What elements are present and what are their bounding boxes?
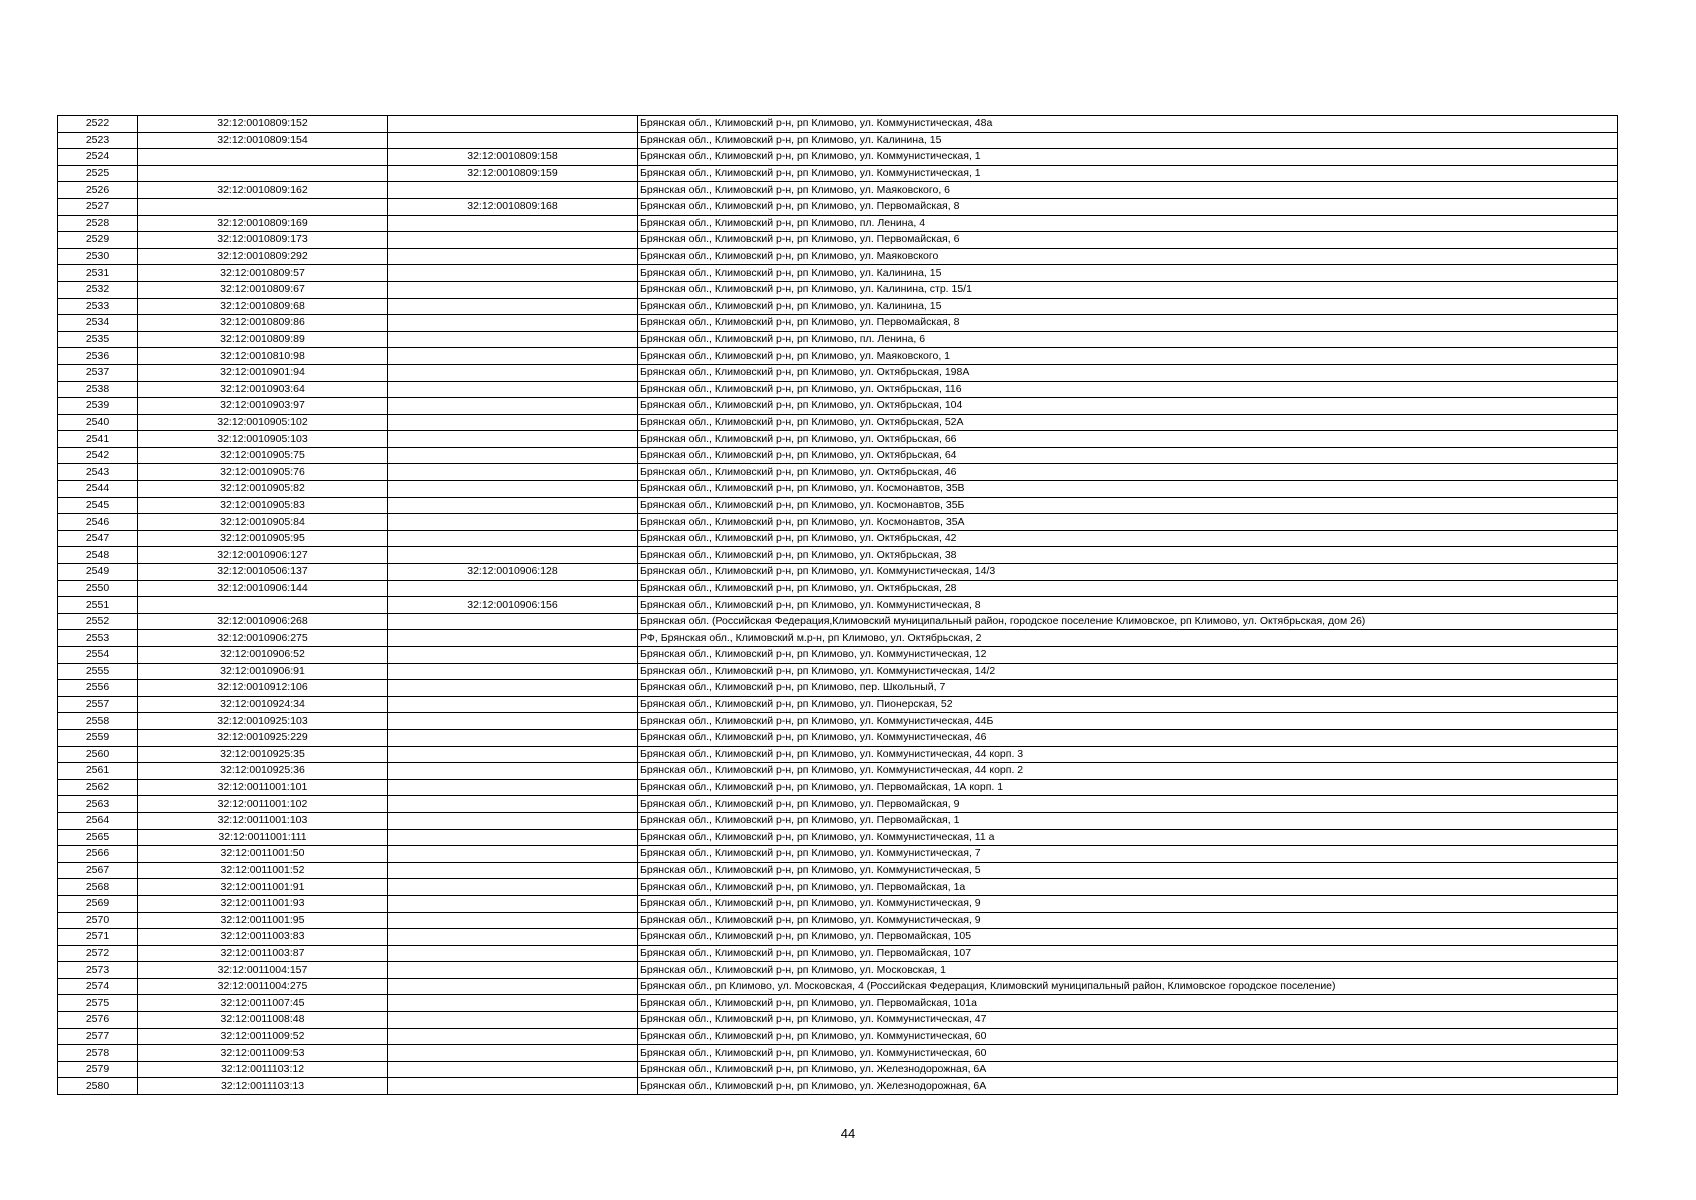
table-row [58,962,1618,979]
row-number-cell: 2564 [58,812,138,829]
table-row [58,464,1618,481]
row-number-cell: 2525 [58,165,138,182]
cadastral-number-cell: 32:12:0010809:68 [138,298,388,315]
row-number-cell: 2579 [58,1061,138,1078]
related-cadastral-number-cell [388,232,638,249]
row-number-cell: 2536 [58,348,138,365]
related-cadastral-number-cell [388,812,638,829]
cadastral-number-cell: 32:12:0010903:64 [138,381,388,398]
address-cell: Брянская обл., Климовский р-н, рп Климово, ул. Октябрьская, 66 [638,431,1618,448]
cadastral-number-cell: 32:12:0010809:89 [138,331,388,348]
row-number-cell: 2556 [58,680,138,697]
cadastral-number-cell: 32:12:0010906:52 [138,647,388,664]
address-cell: Брянская обл., Климовский р-н, рп Климово, ул. Первомайская, 8 [638,198,1618,215]
related-cadastral-number-cell [388,348,638,365]
address-cell: Брянская обл., Климовский р-н, рп Климово, ул. Коммунистическая, 11 а [638,829,1618,846]
row-number-cell: 2541 [58,431,138,448]
table-row [58,281,1618,298]
address-cell: Брянская обл., Климовский р-н, рп Климово, ул. Коммунистическая, 60 [638,1028,1618,1045]
related-cadastral-number-cell [388,1061,638,1078]
row-number-cell: 2571 [58,929,138,946]
address-cell: Брянская обл., Климовский р-н, рп Климово, ул. Октябрьская, 28 [638,580,1618,597]
address-cell: Брянская обл., Климовский р-н, рп Климово, ул. Космонавтов, 35Б [638,497,1618,514]
address-cell: Брянская обл., Климовский р-н, рп Климово, ул. Коммунистическая, 9 [638,895,1618,912]
related-cadastral-number-cell [388,663,638,680]
row-number-cell: 2580 [58,1078,138,1095]
table-row [58,414,1618,431]
cadastral-number-cell: 32:12:0010810:98 [138,348,388,365]
row-number-cell: 2558 [58,713,138,730]
row-number-cell: 2527 [58,198,138,215]
table-row [58,812,1618,829]
row-number-cell: 2528 [58,215,138,232]
registry-table [57,115,1618,1095]
cadastral-number-cell: 32:12:0010912:106 [138,680,388,697]
related-cadastral-number-cell [388,497,638,514]
row-number-cell: 2570 [58,912,138,929]
related-cadastral-number-cell: 32:12:0010809:159 [388,165,638,182]
related-cadastral-number-cell [388,846,638,863]
cadastral-number-cell: 32:12:0010809:67 [138,281,388,298]
address-cell: Брянская обл., Климовский р-н, рп Климово, ул. Октябрьская, 104 [638,398,1618,415]
row-number-cell: 2551 [58,597,138,614]
address-cell: Брянская обл., Климовский р-н, рп Климово, ул. Калинина, 15 [638,265,1618,282]
related-cadastral-number-cell [388,364,638,381]
address-cell: Брянская обл., Климовский р-н, рп Климово, ул. Первомайская, 6 [638,232,1618,249]
related-cadastral-number-cell [388,1028,638,1045]
address-cell: Брянская обл., рп Климово, ул. Московская, 4 (Российская Федерация, Климовский муниципальный район, Климовское городское поселение) [638,978,1618,995]
address-cell: Брянская обл., Климовский р-н, рп Климово, ул. Коммунистическая, 60 [638,1045,1618,1062]
row-number-cell: 2566 [58,846,138,863]
address-cell: Брянская обл., Климовский р-н, рп Климово, ул. Первомайская, 8 [638,315,1618,332]
related-cadastral-number-cell [388,116,638,133]
address-cell: Брянская обл., Климовский р-н, рп Климово, ул. Октябрьская, 46 [638,464,1618,481]
cadastral-number-cell: 32:12:0010809:57 [138,265,388,282]
address-cell: Брянская обл., Климовский р-н, рп Климово, ул. Пионерская, 52 [638,696,1618,713]
related-cadastral-number-cell [388,713,638,730]
cadastral-number-cell: 32:12:0010809:162 [138,182,388,199]
cadastral-number-cell: 32:12:0011001:50 [138,846,388,863]
related-cadastral-number-cell [388,995,638,1012]
table-row [58,497,1618,514]
registry-table-body [58,116,1618,1095]
row-number-cell: 2552 [58,613,138,630]
table-row [58,978,1618,995]
related-cadastral-number-cell [388,613,638,630]
address-cell: Брянская обл., Климовский р-н, рп Климово, ул. Коммунистическая, 44Б [638,713,1618,730]
related-cadastral-number-cell [388,978,638,995]
row-number-cell: 2557 [58,696,138,713]
row-number-cell: 2574 [58,978,138,995]
cadastral-number-cell: 32:12:0010809:86 [138,315,388,332]
row-number-cell: 2560 [58,746,138,763]
related-cadastral-number-cell [388,298,638,315]
cadastral-number-cell: 32:12:0010925:103 [138,713,388,730]
cadastral-number-cell: 32:12:0011001:102 [138,796,388,813]
related-cadastral-number-cell [388,763,638,780]
table-row [58,198,1618,215]
row-number-cell: 2577 [58,1028,138,1045]
table-row [58,215,1618,232]
table-row [58,431,1618,448]
row-number-cell: 2539 [58,398,138,415]
row-number-cell: 2543 [58,464,138,481]
row-number-cell: 2559 [58,729,138,746]
table-row [58,298,1618,315]
cadastral-number-cell: 32:12:0011001:111 [138,829,388,846]
table-row [58,398,1618,415]
row-number-cell: 2544 [58,481,138,498]
page-number: 44 [840,1126,856,1141]
cadastral-number-cell: 32:12:0011001:103 [138,812,388,829]
address-cell: Брянская обл., Климовский р-н, рп Климово, ул. Калинина, стр. 15/1 [638,281,1618,298]
related-cadastral-number-cell [388,696,638,713]
related-cadastral-number-cell [388,248,638,265]
related-cadastral-number-cell [388,746,638,763]
address-cell: Брянская обл., Климовский р-н, рп Климово, ул. Коммунистическая, 5 [638,862,1618,879]
cadastral-number-cell: 32:12:0010906:127 [138,547,388,564]
cadastral-number-cell: 32:12:0010924:34 [138,696,388,713]
row-number-cell: 2526 [58,182,138,199]
cadastral-number-cell: 32:12:0011003:83 [138,929,388,946]
address-cell: Брянская обл., Климовский р-н, рп Климово, ул. Коммунистическая, 8 [638,597,1618,614]
address-cell: Брянская обл., Климовский р-н, рп Климово, пл. Ленина, 6 [638,331,1618,348]
address-cell: Брянская обл., Климовский р-н, рп Климово, ул. Коммунистическая, 12 [638,647,1618,664]
address-cell: Брянская обл., Климовский р-н, рп Климово, ул. Первомайская, 1А корп. 1 [638,779,1618,796]
row-number-cell: 2548 [58,547,138,564]
related-cadastral-number-cell [388,447,638,464]
table-row [58,613,1618,630]
cadastral-number-cell: 32:12:0011007:45 [138,995,388,1012]
row-number-cell: 2524 [58,149,138,166]
table-row [58,696,1618,713]
row-number-cell: 2569 [58,895,138,912]
row-number-cell: 2578 [58,1045,138,1062]
related-cadastral-number-cell [388,829,638,846]
table-row [58,331,1618,348]
row-number-cell: 2535 [58,331,138,348]
table-row [58,647,1618,664]
related-cadastral-number-cell [388,630,638,647]
cadastral-number-cell: 32:12:0010809:152 [138,116,388,133]
address-cell: Брянская обл., Климовский р-н, рп Климово, ул. Октябрьская, 38 [638,547,1618,564]
cadastral-number-cell: 32:12:0011001:101 [138,779,388,796]
table-row [58,895,1618,912]
related-cadastral-number-cell [388,1045,638,1062]
cadastral-number-cell: 32:12:0010905:83 [138,497,388,514]
cadastral-number-cell: 32:12:0011008:48 [138,1012,388,1029]
table-row [58,729,1618,746]
table-row [58,630,1618,647]
cadastral-number-cell: 32:12:0011003:87 [138,945,388,962]
cadastral-number-cell: 32:12:0010905:95 [138,530,388,547]
table-row [58,846,1618,863]
cadastral-number-cell: 32:12:0011001:95 [138,912,388,929]
address-cell: Брянская обл., Климовский р-н, рп Климово, ул. Коммунистическая, 14/3 [638,564,1618,581]
row-number-cell: 2547 [58,530,138,547]
related-cadastral-number-cell [388,481,638,498]
address-cell: Брянская обл., Климовский р-н, рп Климово, ул. Коммунистическая, 48а [638,116,1618,133]
cadastral-number-cell: 32:12:0010905:76 [138,464,388,481]
row-number-cell: 2550 [58,580,138,597]
related-cadastral-number-cell [388,647,638,664]
table-row [58,514,1618,531]
table-row [58,232,1618,249]
related-cadastral-number-cell [388,729,638,746]
related-cadastral-number-cell [388,265,638,282]
related-cadastral-number-cell [388,929,638,946]
row-number-cell: 2549 [58,564,138,581]
table-row [58,530,1618,547]
cadastral-number-cell: 32:12:0010925:36 [138,763,388,780]
related-cadastral-number-cell [388,962,638,979]
table-row [58,879,1618,896]
table-row [58,1061,1618,1078]
table-row [58,597,1618,614]
row-number-cell: 2553 [58,630,138,647]
table-row [58,381,1618,398]
cadastral-number-cell: 32:12:0010903:97 [138,398,388,415]
cadastral-number-cell: 32:12:0011103:12 [138,1061,388,1078]
cadastral-number-cell: 32:12:0011001:93 [138,895,388,912]
table-row [58,182,1618,199]
cadastral-number-cell: 32:12:0010905:84 [138,514,388,531]
related-cadastral-number-cell [388,547,638,564]
table-row [58,1045,1618,1062]
related-cadastral-number-cell [388,680,638,697]
related-cadastral-number-cell [388,182,638,199]
related-cadastral-number-cell [388,1012,638,1029]
address-cell: Брянская обл., Климовский р-н, рп Климово, ул. Коммунистическая, 1 [638,149,1618,166]
address-cell: Брянская обл., Климовский р-н, рп Климово, ул. Первомайская, 101а [638,995,1618,1012]
table-row [58,564,1618,581]
related-cadastral-number-cell [388,414,638,431]
address-cell: Брянская обл., Климовский р-н, рп Климово, ул. Космонавтов, 35В [638,481,1618,498]
cadastral-number-cell: 32:12:0010906:268 [138,613,388,630]
row-number-cell: 2568 [58,879,138,896]
cadastral-number-cell: 32:12:0011004:157 [138,962,388,979]
table-row [58,713,1618,730]
table-row [58,945,1618,962]
address-cell: Брянская обл., Климовский р-н, рп Климово, ул. Космонавтов, 35А [638,514,1618,531]
related-cadastral-number-cell [388,895,638,912]
cadastral-number-cell: 32:12:0010809:154 [138,132,388,149]
row-number-cell: 2572 [58,945,138,962]
address-cell: Брянская обл., Климовский р-н, рп Климово, ул. Октябрьская, 116 [638,381,1618,398]
related-cadastral-number-cell [388,331,638,348]
address-cell: Брянская обл., Климовский р-н, рп Климово, ул. Коммунистическая, 14/2 [638,663,1618,680]
address-cell: Брянская обл., Климовский р-н, рп Климово, ул. Коммунистическая, 7 [638,846,1618,863]
cadastral-number-cell: 32:12:0010905:75 [138,447,388,464]
related-cadastral-number-cell [388,879,638,896]
table-row [58,746,1618,763]
address-cell: Брянская обл., Климовский р-н, рп Климово, пер. Школьный, 7 [638,680,1618,697]
cadastral-number-cell: 32:12:0011001:91 [138,879,388,896]
cadastral-number-cell: 32:12:0010809:292 [138,248,388,265]
address-cell: Брянская обл. (Российская Федерация,Климовский муниципальный район, городское поселение Климовское, рп Климово, ул. Октябрьская, дом 26) [638,613,1618,630]
related-cadastral-number-cell [388,779,638,796]
table-row [58,929,1618,946]
related-cadastral-number-cell [388,398,638,415]
related-cadastral-number-cell [388,464,638,481]
cadastral-number-cell: 32:12:0011103:13 [138,1078,388,1095]
address-cell: Брянская обл., Климовский р-н, рп Климово, ул. Первомайская, 105 [638,929,1618,946]
related-cadastral-number-cell [388,431,638,448]
related-cadastral-number-cell: 32:12:0010809:168 [388,198,638,215]
table-row [58,779,1618,796]
related-cadastral-number-cell [388,381,638,398]
row-number-cell: 2540 [58,414,138,431]
related-cadastral-number-cell [388,530,638,547]
table-row [58,829,1618,846]
row-number-cell: 2561 [58,763,138,780]
related-cadastral-number-cell [388,281,638,298]
related-cadastral-number-cell [388,912,638,929]
table-row [58,580,1618,597]
cadastral-number-cell: 32:12:0010906:275 [138,630,388,647]
address-cell: Брянская обл., Климовский р-н, рп Климово, ул. Коммунистическая, 44 корп. 3 [638,746,1618,763]
cadastral-number-cell: 32:12:0011009:52 [138,1028,388,1045]
address-cell: Брянская обл., Климовский р-н, рп Климово, ул. Московская, 1 [638,962,1618,979]
table-row [58,796,1618,813]
row-number-cell: 2534 [58,315,138,332]
row-number-cell: 2563 [58,796,138,813]
address-cell: Брянская обл., Климовский р-н, рп Климово, ул. Маяковского [638,248,1618,265]
row-number-cell: 2555 [58,663,138,680]
address-cell: Брянская обл., Климовский р-н, рп Климово, ул. Коммунистическая, 46 [638,729,1618,746]
related-cadastral-number-cell [388,1078,638,1095]
related-cadastral-number-cell [388,132,638,149]
address-cell: Брянская обл., Климовский р-н, рп Климово, ул. Калинина, 15 [638,132,1618,149]
table-row [58,912,1618,929]
address-cell: Брянская обл., Климовский р-н, рп Климово, ул. Железнодорожная, 6А [638,1061,1618,1078]
table-row [58,265,1618,282]
table-row [58,132,1618,149]
row-number-cell: 2529 [58,232,138,249]
row-number-cell: 2545 [58,497,138,514]
related-cadastral-number-cell [388,215,638,232]
related-cadastral-number-cell [388,945,638,962]
row-number-cell: 2537 [58,364,138,381]
cadastral-number-cell: 32:12:0010905:82 [138,481,388,498]
related-cadastral-number-cell [388,796,638,813]
row-number-cell: 2565 [58,829,138,846]
row-number-cell: 2573 [58,962,138,979]
table-row [58,1028,1618,1045]
row-number-cell: 2546 [58,514,138,531]
cadastral-number-cell: 32:12:0010905:102 [138,414,388,431]
row-number-cell: 2542 [58,447,138,464]
cadastral-number-cell: 32:12:0010925:35 [138,746,388,763]
address-cell: Брянская обл., Климовский р-н, рп Климово, ул. Октябрьская, 52А [638,414,1618,431]
row-number-cell: 2531 [58,265,138,282]
table-row [58,348,1618,365]
address-cell: Брянская обл., Климовский р-н, рп Климово, ул. Октябрьская, 42 [638,530,1618,547]
address-cell: Брянская обл., Климовский р-н, рп Климово, ул. Первомайская, 1а [638,879,1618,896]
table-row [58,763,1618,780]
table-row [58,149,1618,166]
table-row [58,547,1618,564]
address-cell: Брянская обл., Климовский р-н, рп Климово, ул. Коммунистическая, 47 [638,1012,1618,1029]
address-cell: Брянская обл., Климовский р-н, рп Климово, пл. Ленина, 4 [638,215,1618,232]
cadastral-number-cell [138,149,388,166]
address-cell: Брянская обл., Климовский р-н, рп Климово, ул. Коммунистическая, 1 [638,165,1618,182]
table-row [58,447,1618,464]
row-number-cell: 2567 [58,862,138,879]
row-number-cell: 2576 [58,1012,138,1029]
table-row [58,862,1618,879]
table-row [58,315,1618,332]
row-number-cell: 2562 [58,779,138,796]
cadastral-number-cell: 32:12:0011004:275 [138,978,388,995]
table-row [58,364,1618,381]
cadastral-number-cell: 32:12:0010506:137 [138,564,388,581]
cadastral-number-cell [138,165,388,182]
cadastral-number-cell: 32:12:0010809:169 [138,215,388,232]
address-cell: Брянская обл., Климовский р-н, рп Климово, ул. Маяковского, 1 [638,348,1618,365]
table-row [58,1012,1618,1029]
row-number-cell: 2522 [58,116,138,133]
address-cell: Брянская обл., Климовский р-н, рп Климово, ул. Коммунистическая, 44 корп. 2 [638,763,1618,780]
row-number-cell: 2523 [58,132,138,149]
row-number-cell: 2533 [58,298,138,315]
table-row [58,663,1618,680]
related-cadastral-number-cell [388,862,638,879]
cadastral-number-cell [138,198,388,215]
cadastral-number-cell: 32:12:0010901:94 [138,364,388,381]
table-row [58,680,1618,697]
table-row [58,481,1618,498]
address-cell: Брянская обл., Климовский р-н, рп Климово, ул. Первомайская, 9 [638,796,1618,813]
cadastral-number-cell: 32:12:0011001:52 [138,862,388,879]
row-number-cell: 2530 [58,248,138,265]
address-cell: Брянская обл., Климовский р-н, рп Климово, ул. Коммунистическая, 9 [638,912,1618,929]
table-row [58,165,1618,182]
cadastral-number-cell: 32:12:0010925:229 [138,729,388,746]
address-cell: Брянская обл., Климовский р-н, рп Климово, ул. Первомайская, 107 [638,945,1618,962]
table-row [58,116,1618,133]
related-cadastral-number-cell: 32:12:0010906:156 [388,597,638,614]
cadastral-number-cell: 32:12:0010905:103 [138,431,388,448]
address-cell: Брянская обл., Климовский р-н, рп Климово, ул. Железнодорожная, 6А [638,1078,1618,1095]
address-cell: Брянская обл., Климовский р-н, рп Климово, ул. Октябрьская, 64 [638,447,1618,464]
row-number-cell: 2575 [58,995,138,1012]
cadastral-number-cell: 32:12:0011009:53 [138,1045,388,1062]
cadastral-number-cell: 32:12:0010809:173 [138,232,388,249]
related-cadastral-number-cell: 32:12:0010906:128 [388,564,638,581]
row-number-cell: 2532 [58,281,138,298]
table-row [58,995,1618,1012]
cadastral-number-cell [138,597,388,614]
address-cell: РФ, Брянская обл., Климовский м.р-н, рп Климово, ул. Октябрьская, 2 [638,630,1618,647]
table-row [58,1078,1618,1095]
row-number-cell: 2538 [58,381,138,398]
related-cadastral-number-cell [388,514,638,531]
address-cell: Брянская обл., Климовский р-н, рп Климово, ул. Калинина, 15 [638,298,1618,315]
address-cell: Брянская обл., Климовский р-н, рп Климово, ул. Первомайская, 1 [638,812,1618,829]
related-cadastral-number-cell: 32:12:0010809:158 [388,149,638,166]
table-row [58,248,1618,265]
row-number-cell: 2554 [58,647,138,664]
cadastral-number-cell: 32:12:0010906:91 [138,663,388,680]
related-cadastral-number-cell [388,315,638,332]
related-cadastral-number-cell [388,580,638,597]
cadastral-number-cell: 32:12:0010906:144 [138,580,388,597]
address-cell: Брянская обл., Климовский р-н, рп Климово, ул. Маяковского, 6 [638,182,1618,199]
address-cell: Брянская обл., Климовский р-н, рп Климово, ул. Октябрьская, 198А [638,364,1618,381]
